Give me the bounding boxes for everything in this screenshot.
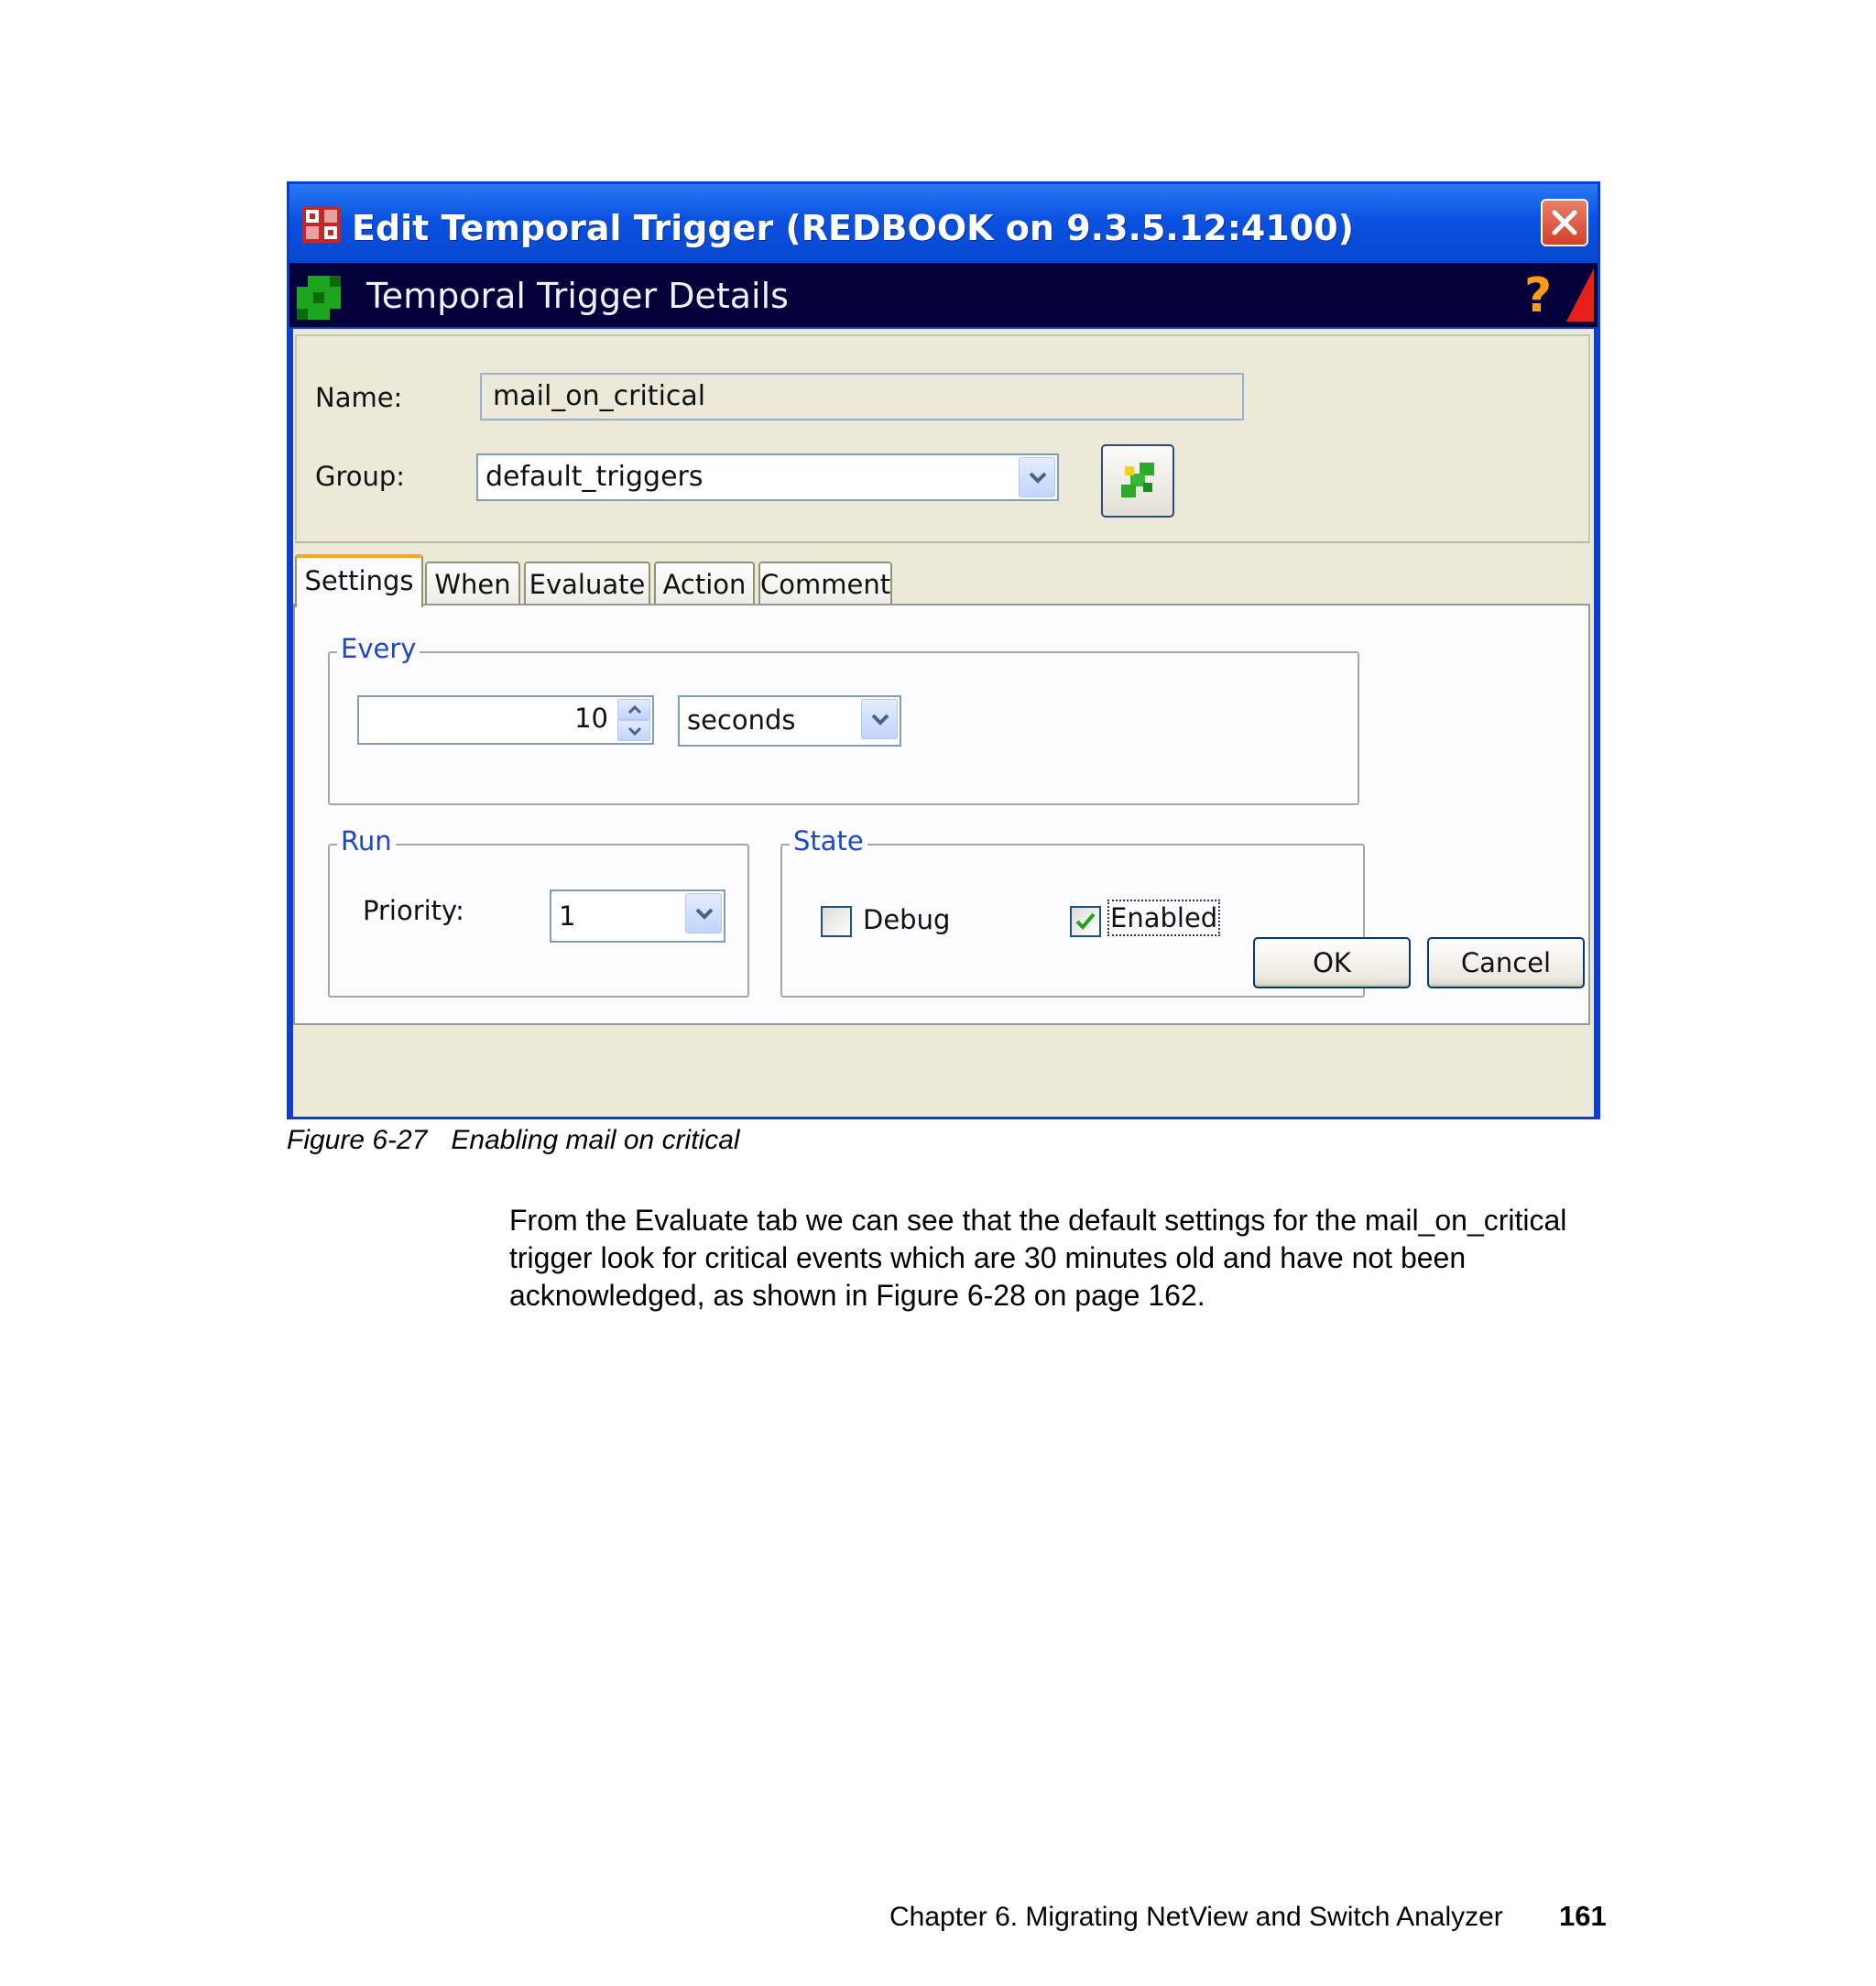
manage-groups-button[interactable]: [1101, 444, 1174, 518]
interval-unit-dropdown-button[interactable]: [861, 699, 898, 739]
tab-action[interactable]: Action: [654, 562, 755, 606]
chevron-down-icon: [627, 726, 642, 736]
run-legend: Run: [337, 825, 396, 857]
tab-evaluate[interactable]: Evaluate: [524, 562, 650, 606]
help-icon[interactable]: ?: [1524, 268, 1553, 323]
priority-dropdown-button[interactable]: [685, 893, 722, 933]
enabled-checkbox[interactable]: [1070, 906, 1101, 937]
chevron-down-icon: [695, 907, 714, 920]
dialog-client-area: [293, 329, 1594, 1117]
run-groupbox: [328, 825, 749, 998]
figure-title: Enabling mail on critical: [451, 1125, 740, 1155]
body-paragraph: From the Evaluate tab we can see that the default settings for the mail_on_critical trigger look for critical events which are 30 minutes old and have not been acknowledged, as shown in Figure 6-28 on page 162.: [509, 1204, 1567, 1312]
tab-settings[interactable]: Settings: [295, 554, 423, 607]
puzzle-icon: [295, 274, 343, 322]
edit-temporal-trigger-dialog: [287, 181, 1600, 1119]
spin-up-button[interactable]: [617, 699, 650, 720]
name-field: mail_on_critical: [480, 373, 1244, 420]
tab-comment[interactable]: Comment: [758, 562, 892, 606]
interval-unit-value: seconds: [687, 704, 796, 736]
enabled-label[interactable]: Enabled: [1110, 902, 1218, 933]
name-label: Name:: [315, 382, 403, 413]
group-dropdown[interactable]: [476, 453, 1059, 501]
every-legend: Every: [337, 633, 420, 664]
details-banner: [289, 263, 1598, 327]
cancel-button[interactable]: Cancel: [1427, 937, 1585, 988]
trigger-header-panel: [295, 334, 1590, 543]
ok-button[interactable]: OK: [1253, 937, 1411, 988]
priority-value: 1: [559, 900, 576, 932]
priority-dropdown[interactable]: [550, 889, 725, 943]
banner-corner-decoration: [1566, 268, 1594, 322]
puzzle-tree-icon: [1116, 459, 1160, 503]
debug-label[interactable]: Debug: [863, 904, 951, 935]
footer-chapter-title: Chapter 6. Migrating NetView and Switch Analyzer: [889, 1902, 1503, 1932]
every-groupbox: [328, 633, 1359, 805]
group-dropdown-button[interactable]: [1019, 457, 1055, 497]
banner-title: Temporal Trigger Details: [366, 276, 789, 316]
interval-unit-dropdown[interactable]: [678, 695, 901, 747]
checkmark-icon: [1074, 911, 1096, 932]
app-icon: [302, 206, 341, 243]
chevron-down-icon: [1029, 471, 1047, 484]
priority-label: Priority:: [363, 895, 464, 926]
spin-down-button[interactable]: [617, 720, 650, 741]
state-legend: State: [790, 825, 867, 857]
title-bar[interactable]: [289, 184, 1598, 263]
tab-strip: [293, 552, 1594, 606]
figure-number: Figure 6-27: [287, 1125, 428, 1155]
chevron-down-icon: [871, 713, 889, 726]
group-label: Group:: [315, 461, 406, 492]
chevron-up-icon: [627, 705, 642, 715]
close-button[interactable]: [1541, 199, 1588, 246]
page-number: 161: [1559, 1900, 1607, 1932]
group-selected-value: default_triggers: [485, 461, 704, 493]
window-title: Edit Temporal Trigger (REDBOOK on 9.3.5.12:4100): [352, 208, 1355, 248]
tab-when[interactable]: When: [425, 562, 520, 606]
debug-checkbox[interactable]: [821, 906, 852, 937]
interval-value: 10: [574, 703, 608, 734]
interval-spinner[interactable]: [357, 695, 654, 745]
close-icon: [1552, 210, 1577, 235]
figure-caption: [287, 1125, 740, 1156]
